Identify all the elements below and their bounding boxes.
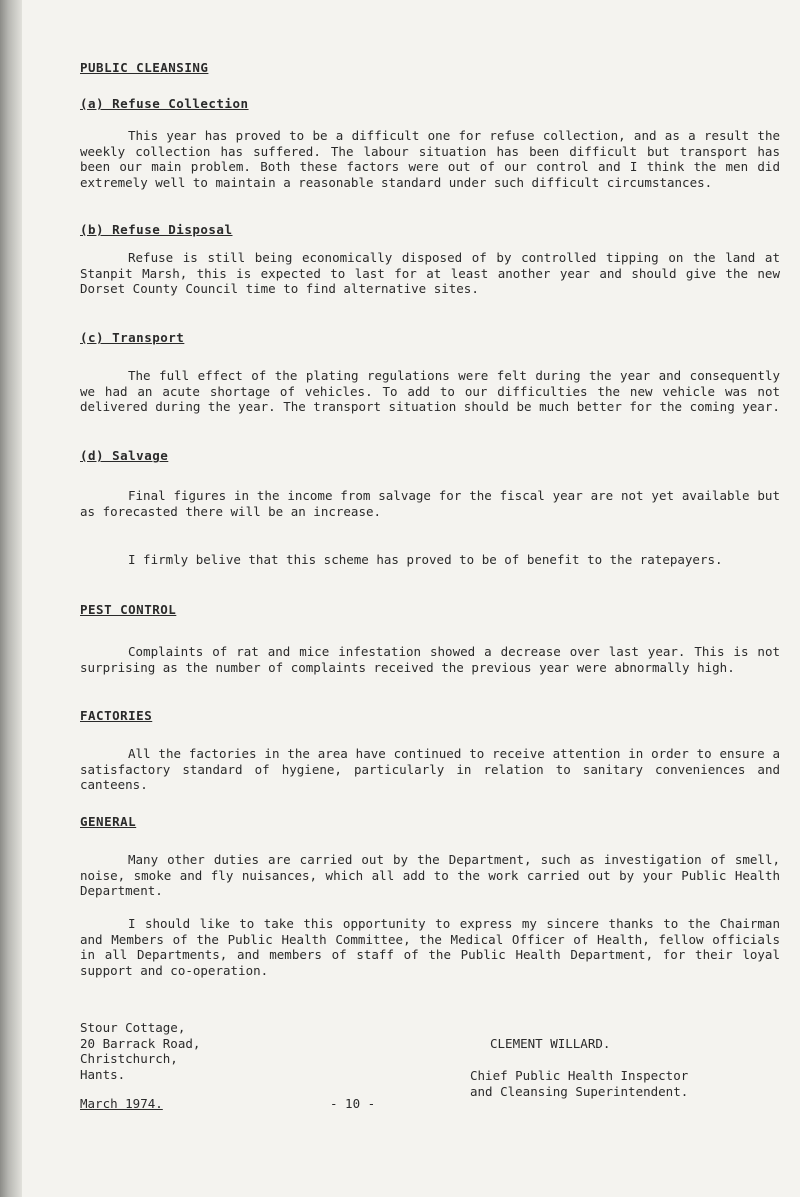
- footer-address: Stour Cottage, 20 Barrack Road, Christchurch, Hants.: [80, 1020, 201, 1082]
- page-number: - 10 -: [330, 1096, 376, 1111]
- heading-refuse-disposal: (b) Refuse Disposal: [80, 222, 233, 237]
- footer-date: March 1974.: [80, 1096, 163, 1111]
- paragraph-salvage-1: Final figures in the income from salvage for the fiscal year are not yet available but as forecasted there will be an increase.: [80, 488, 780, 519]
- heading-refuse-collection: (a) Refuse Collection: [80, 96, 249, 111]
- footer-signatory: CLEMENT WILLARD.: [490, 1036, 611, 1051]
- paragraph-refuse-collection: This year has proved to be a difficult one for refuse collection, and as a result the weekly collection has suffered. The labour situation has been difficult but transport has been our main problem. Both these factors were out of our control and I think the men did extremely well to maintain a reasonable standard under such difficult circumstances.: [80, 128, 780, 190]
- heading-factories: FACTORIES: [80, 708, 153, 723]
- page-binding-shadow: [0, 0, 22, 1197]
- heading-pest-control: PEST CONTROL: [80, 602, 177, 617]
- footer-role: Chief Public Health Inspector and Cleansing Superintendent.: [470, 1068, 689, 1099]
- heading-public-cleansing: PUBLIC CLEANSING: [80, 60, 209, 75]
- paragraph-transport: The full effect of the plating regulations were felt during the year and consequently we had an acute shortage of vehicles. To add to our difficulties the new vehicle was not delivered during the year. The transport situation should be much better for the coming year.: [80, 368, 780, 414]
- heading-salvage: (d) Salvage: [80, 448, 169, 463]
- paragraph-factories: All the factories in the area have continued to receive attention in order to ensure a satisfactory standard of hygiene, particularly in relation to sanitary conveniences and canteens.: [80, 746, 780, 792]
- heading-transport: (c) Transport: [80, 330, 185, 345]
- heading-general: GENERAL: [80, 814, 137, 829]
- paragraph-general-2: I should like to take this opportunity to express my sincere thanks to the Chairman and Members of the Public Health Committee, the Medical Officer of Health, fellow officials in all Departments, and members of staff of the Public Health Department, for their loyal support and co-operation.: [80, 916, 780, 978]
- paragraph-pest-control: Complaints of rat and mice infestation showed a decrease over last year. This is not surprising as the number of complaints received the previous year were abnormally high.: [80, 644, 780, 675]
- paragraph-refuse-disposal: Refuse is still being economically disposed of by controlled tipping on the land at Stanpit Marsh, this is expected to last for at least another year and should give the new Dorset County Council time to find alternative sites.: [80, 250, 780, 296]
- paragraph-salvage-2: I firmly belive that this scheme has proved to be of benefit to the ratepayers.: [128, 552, 723, 567]
- paragraph-general-1: Many other duties are carried out by the Department, such as investigation of smell, noise, smoke and fly nuisances, which all add to the work carried out by your Public Health Department.: [80, 852, 780, 898]
